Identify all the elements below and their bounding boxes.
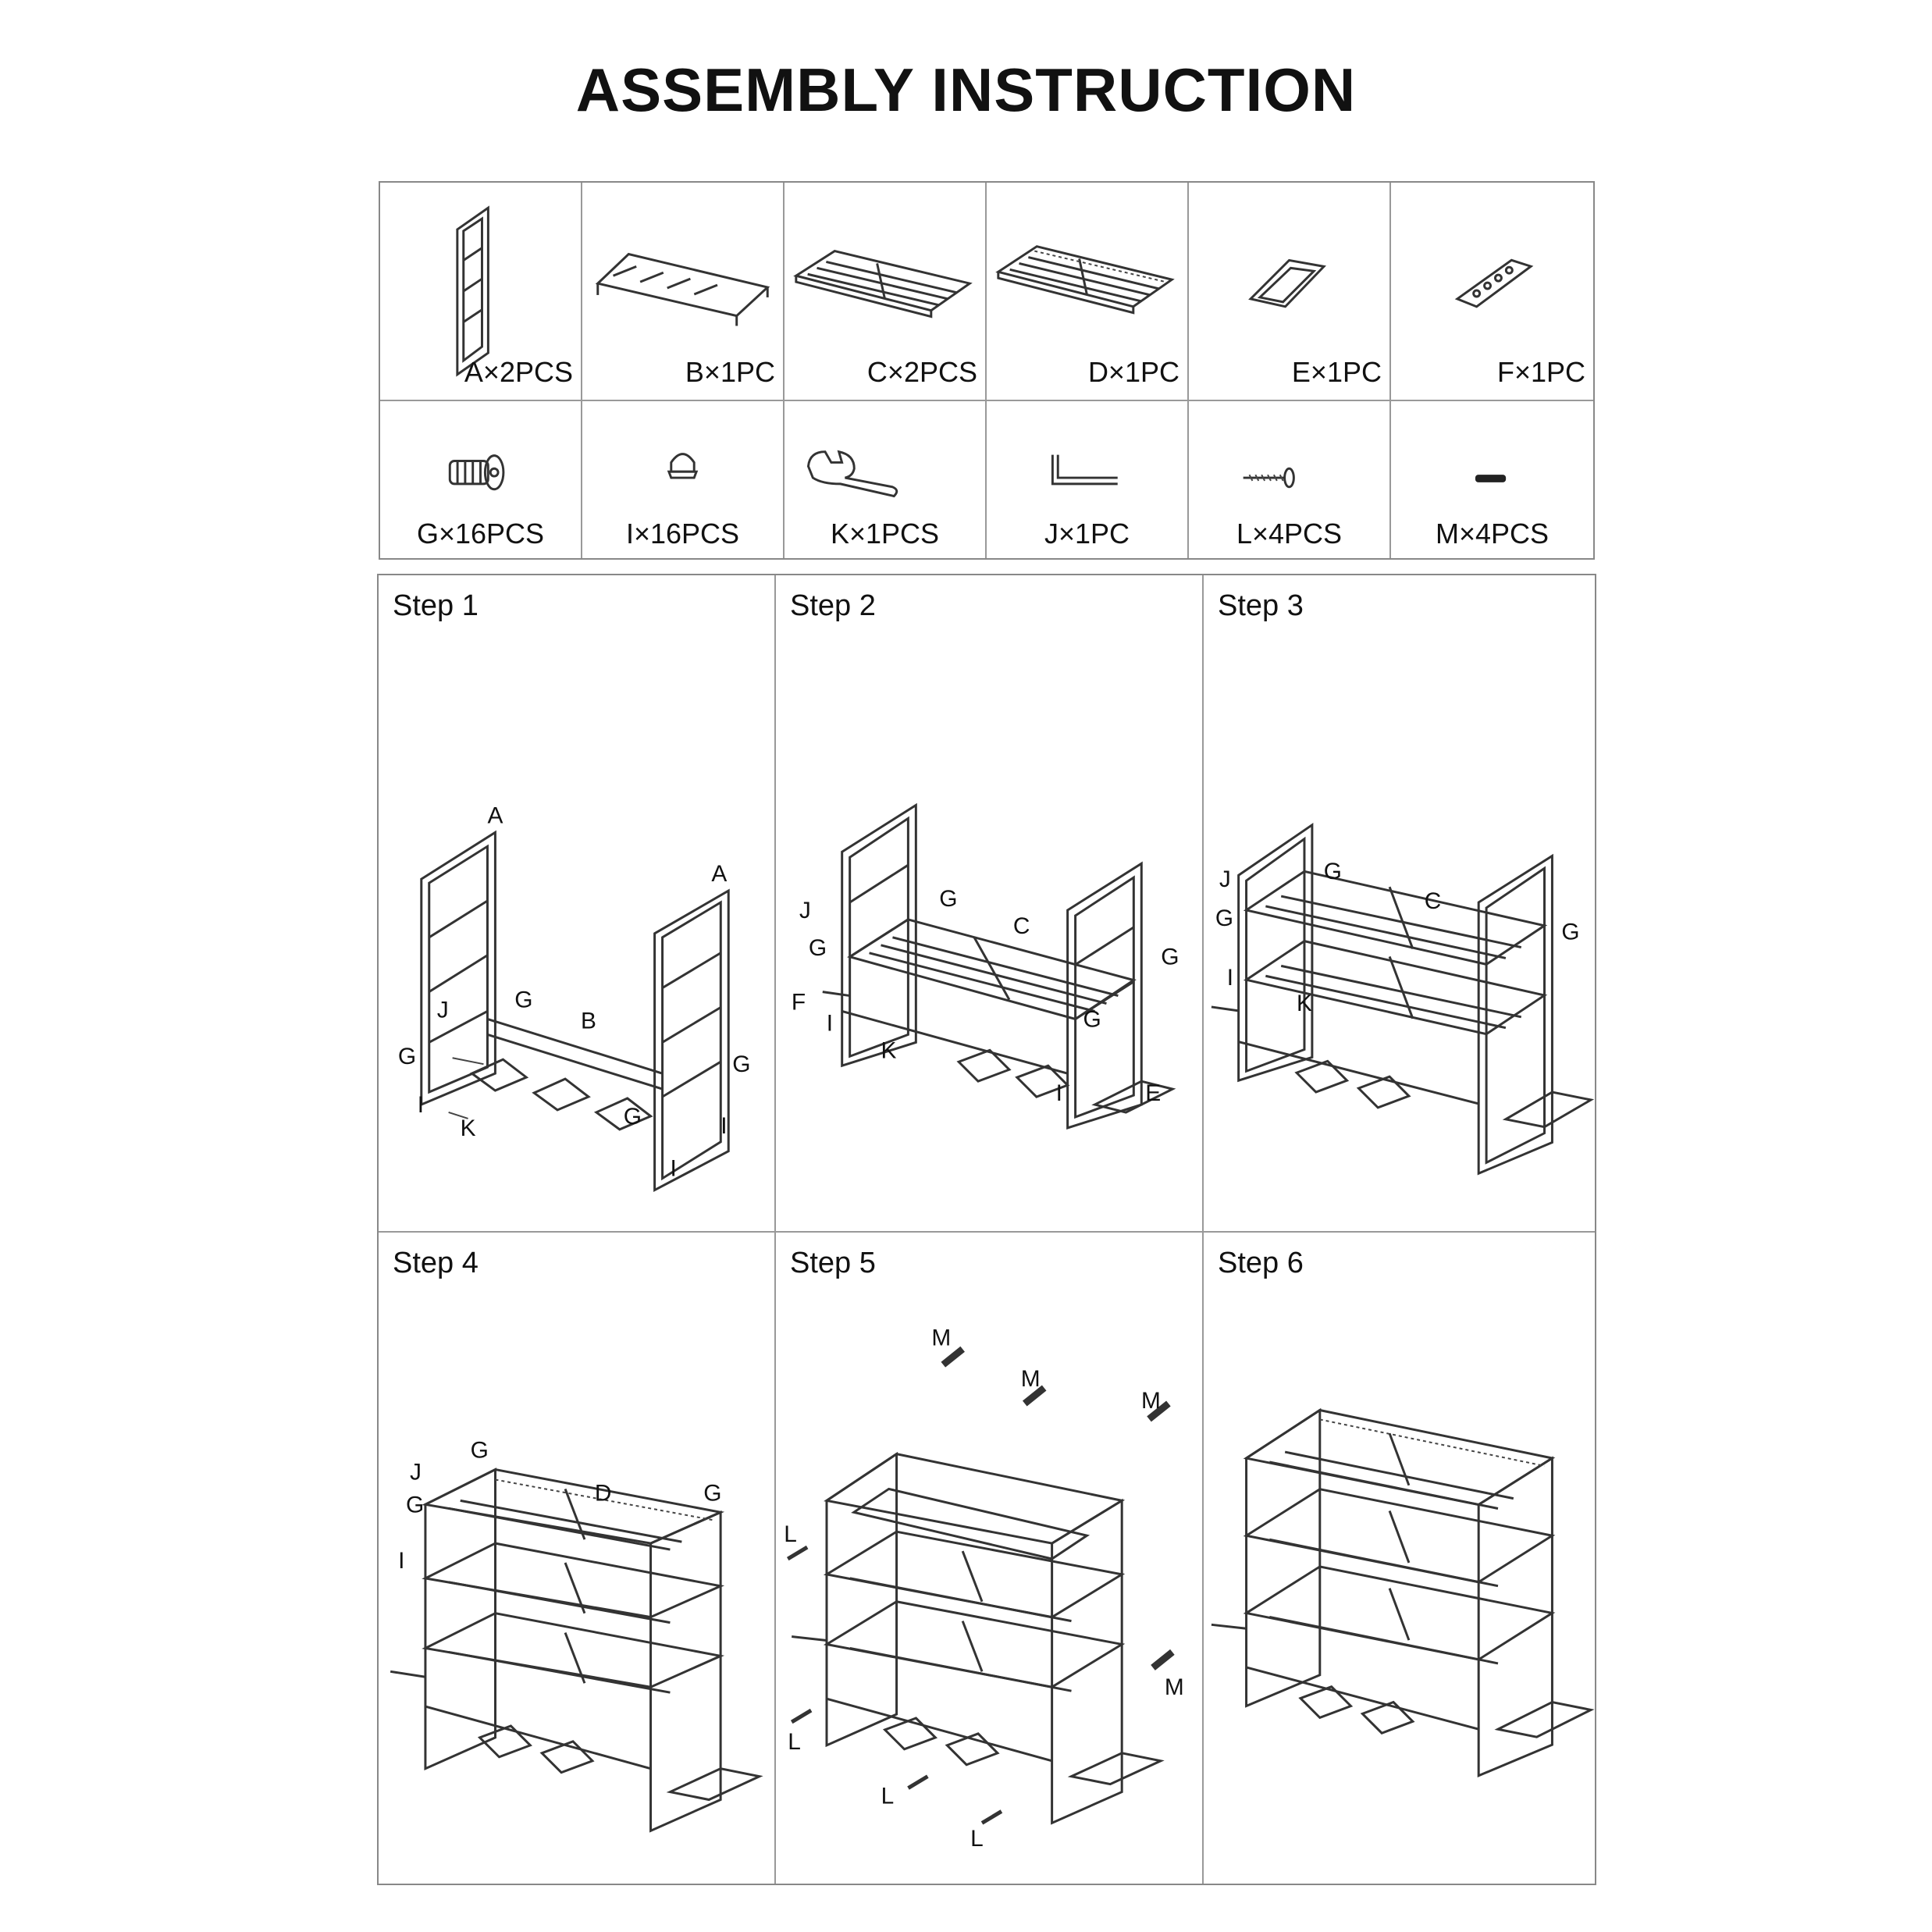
step-6-label: Step 6 xyxy=(1218,1247,1304,1279)
step-2-label: Step 2 xyxy=(790,589,876,622)
step-2-callout-g2: G xyxy=(808,934,827,961)
part-cell-a xyxy=(380,183,582,401)
part-cell-b xyxy=(582,183,785,401)
part-label-g: G×16PCS xyxy=(416,518,545,550)
step-5-callout-m: M xyxy=(931,1325,952,1351)
step-2-callout-g4: G xyxy=(1083,1006,1101,1033)
step-1-callout-g3: G xyxy=(397,1044,417,1070)
step-1-callout-j: J xyxy=(436,997,449,1023)
step-2-callout-g3: G xyxy=(1161,944,1179,970)
step-4-callout-g3: G xyxy=(703,1480,722,1507)
step-5-diagram xyxy=(776,1233,1202,1884)
page-title: ASSEMBLY INSTRUCTION xyxy=(575,55,1357,124)
step-4-diagram xyxy=(379,1233,774,1884)
step-1-callout-g: G xyxy=(514,987,533,1013)
part-label-d: D×1PC xyxy=(1087,356,1179,388)
step-3-callout-j: J xyxy=(1219,866,1231,893)
step-1-diagram xyxy=(379,575,774,1231)
step-2-diagram xyxy=(776,575,1202,1231)
step-1-callout-i2: I xyxy=(720,1112,728,1139)
step-3-label: Step 3 xyxy=(1218,589,1304,622)
part-label-b: B×1PC xyxy=(685,356,775,388)
part-cell-g xyxy=(380,401,582,558)
step-4-callout-g2: G xyxy=(406,1492,425,1518)
step-3-callout-g3: G xyxy=(1561,919,1580,945)
part-label-l: L×4PCS xyxy=(1236,518,1343,550)
step-5-panel xyxy=(776,1233,1204,1884)
step-1-callout-g4: G xyxy=(623,1103,642,1130)
step-5-callout-m3: M xyxy=(1141,1387,1161,1414)
part-label-c: C×2PCS xyxy=(866,356,977,388)
step-6-diagram xyxy=(1204,1233,1595,1884)
part-label-f: F×1PC xyxy=(1496,356,1585,388)
step-2-callout-g: G xyxy=(939,885,958,912)
step-4-panel xyxy=(379,1233,776,1884)
step-1-callout-g2: G xyxy=(732,1051,751,1078)
step-1-callout-a: A xyxy=(487,802,503,829)
part-label-i: I×16PCS xyxy=(625,518,740,550)
step-4-callout-d: D xyxy=(594,1480,612,1507)
part-cell-c xyxy=(785,183,987,401)
step-5-callout-l: L xyxy=(784,1521,797,1548)
part-cell-f xyxy=(1391,183,1593,401)
part-label-e: E×1PC xyxy=(1291,356,1382,388)
part-label-a: A×2PCS xyxy=(464,356,573,388)
step-2-callout-k: K xyxy=(881,1037,897,1064)
step-3-callout-g2: G xyxy=(1215,905,1234,931)
step-3-diagram xyxy=(1204,575,1595,1231)
step-5-callout-l4: L xyxy=(970,1826,984,1852)
step-5-callout-l3: L xyxy=(881,1783,895,1809)
step-2-callout-j: J xyxy=(799,897,811,923)
step-5-callout-m4: M xyxy=(1164,1674,1184,1701)
step-4-callout-j: J xyxy=(410,1459,422,1485)
step-1-callout-a2: A xyxy=(711,861,728,888)
step-1-label: Step 1 xyxy=(393,589,479,622)
step-5-callout-m2: M xyxy=(1020,1366,1041,1393)
step-1-callout-b: B xyxy=(580,1008,596,1034)
step-1-callout-i3: I xyxy=(670,1155,677,1182)
step-4-callout-g: G xyxy=(470,1437,489,1464)
step-5-callout-l2: L xyxy=(788,1728,801,1755)
step-3-callout-c: C xyxy=(1424,888,1442,914)
step-2-panel xyxy=(776,575,1204,1233)
part-cell-j xyxy=(987,401,1189,558)
part-label-k: K×1PCS xyxy=(830,518,940,550)
step-3-callout-g: G xyxy=(1323,859,1342,885)
parts-table xyxy=(379,181,1595,560)
step-1-callout-k: K xyxy=(460,1115,476,1141)
step-2-callout-c: C xyxy=(1012,913,1030,939)
part-label-m: M×4PCS xyxy=(1435,518,1550,550)
step-3-callout-i: I xyxy=(1226,965,1234,991)
step-3-panel xyxy=(1204,575,1595,1233)
part-cell-l xyxy=(1189,401,1391,558)
part-cell-k xyxy=(785,401,987,558)
step-1-panel xyxy=(379,575,776,1233)
step-5-label: Step 5 xyxy=(790,1247,876,1279)
steps-grid xyxy=(377,574,1596,1885)
step-1-callout-i: I xyxy=(417,1091,425,1118)
step-6-panel xyxy=(1204,1233,1595,1884)
part-cell-i xyxy=(582,401,785,558)
part-label-j: J×1PC xyxy=(1044,518,1130,550)
part-cell-d xyxy=(987,183,1189,401)
step-2-callout-e: E xyxy=(1145,1080,1162,1107)
step-2-callout-f: F xyxy=(791,989,806,1016)
part-cell-m xyxy=(1391,401,1593,558)
part-cell-e xyxy=(1189,183,1391,401)
step-4-callout-i: I xyxy=(398,1547,405,1574)
step-2-callout-i: I xyxy=(826,1010,834,1037)
step-3-callout-k: K xyxy=(1297,990,1312,1016)
step-2-callout-i2: I xyxy=(1055,1080,1062,1107)
step-4-label: Step 4 xyxy=(393,1247,479,1279)
